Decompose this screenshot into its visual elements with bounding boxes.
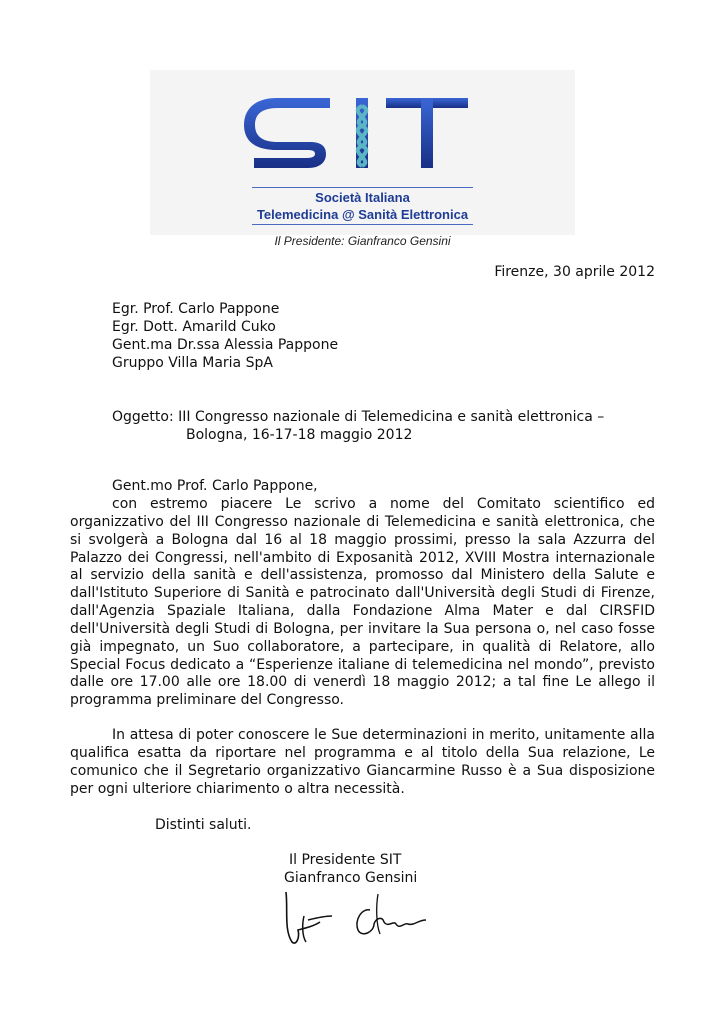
subject-line-2: Bologna, 16-17-18 maggio 2012 bbox=[186, 427, 413, 443]
header-president: Il Presidente: Gianfranco Gensini bbox=[274, 234, 451, 248]
closing: Distinti saluti. bbox=[155, 817, 252, 833]
subject-block bbox=[112, 408, 604, 444]
addressee-line: Egr. Dott. Amarild Cuko bbox=[112, 319, 276, 335]
signature-title: Il Presidente SIT bbox=[289, 852, 402, 868]
logo-rule-top bbox=[252, 187, 473, 188]
logo-line-1: Società Italiana bbox=[315, 190, 410, 205]
logo-rule-bottom bbox=[252, 224, 473, 225]
subject-line-1: Oggetto: III Congresso nazionale di Telemedicina e sanità elettronica – bbox=[112, 409, 605, 425]
logo-line-2: Telemedicina @ Sanità Elettronica bbox=[256, 207, 469, 222]
letter-body bbox=[70, 496, 655, 799]
handwritten-signature bbox=[278, 880, 438, 955]
sit-logo bbox=[150, 70, 575, 235]
addressee-block bbox=[112, 300, 338, 372]
body-paragraph: In attesa di poter conoscere le Sue determinazioni in merito, unitamente alla qualifica esatta da riportare nel programma e al titolo della Sua relazione, Le comunico che il Segretario organizzativo Giancarmine Russo è a Sua disposizione per ogni ulteriore chiarimento o altra necessità. bbox=[70, 727, 655, 797]
addressee-line: Gruppo Villa Maria SpA bbox=[112, 355, 273, 371]
signature-name: Gianfranco Gensini bbox=[284, 870, 418, 886]
sit-logo-graphic bbox=[150, 70, 575, 190]
addressee-line: Egr. Prof. Carlo Pappone bbox=[112, 301, 280, 317]
letter-date: Firenze, 30 aprile 2012 bbox=[494, 264, 655, 280]
body-paragraph: con estremo piacere Le scrivo a nome del Comitato scientifico ed organizzativo del III Congresso nazionale di Telemedicina e sanità elettronica, che si svolgerà a Bologna dal 16 al 18 maggio prossimi, presso la sala Azzurra del Palazzo dei Congressi, nell'ambito di Exposanità 2012, XVIII Mostra internazionale al servizio della sanità e dell'assistenza, promosso dal Ministero della Salute e dall'Istituto Superiore di Sanità e patrocinato dall'Università degli Studi di Firenze, dall'Agenzia Spaziale Italiana, dalla Fondazione Alma Mater e dal CIRSFID dell'Università degli Studi di Bologna, per invitare la Sua persona o, nel caso fosse già impegnato, un Suo collaboratore, a partecipare, in qualità di Relatore, allo Special Focus dedicato a “Esperienze italiane di telemedicina nel mondo”, previsto dalle ore 17.00 alle ore 18.00 di venerdì 18 maggio 2012; a tal fine Le allego il programma preliminare del Congresso. bbox=[70, 496, 655, 709]
salutation: Gent.mo Prof. Carlo Pappone, bbox=[112, 478, 318, 494]
addressee-line: Gent.ma Dr.ssa Alessia Pappone bbox=[112, 337, 339, 353]
